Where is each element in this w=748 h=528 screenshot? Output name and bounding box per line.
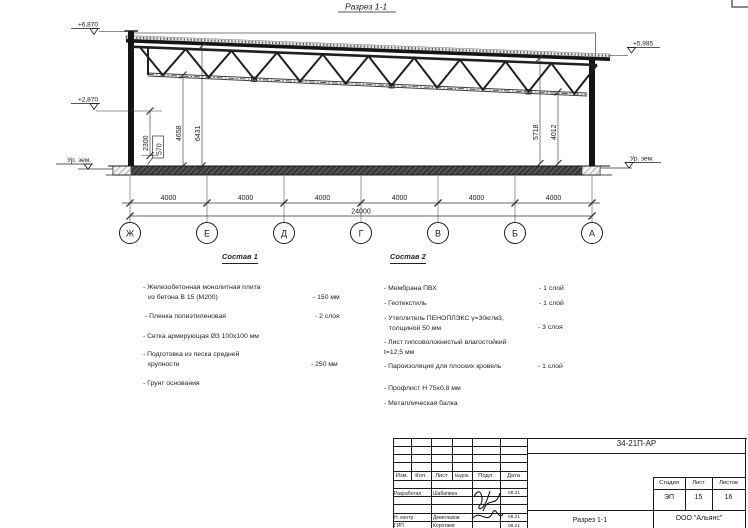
dim-2300: 2300: [143, 135, 150, 151]
horizontal-dimensions: [122, 176, 600, 222]
elevation-label: +6,870: [77, 21, 98, 29]
person-name: Коротаев: [433, 523, 455, 528]
stage-value: ЭП: [663, 494, 675, 501]
axis-letter: Б: [512, 228, 518, 239]
list-item: - Утеплитель ПЕНОПЛЭКС γ=30кг/м3, толщиной 50 мм - 3 слоя: [384, 315, 563, 332]
level-mark-icon: [90, 29, 98, 35]
axis-letter: Е: [203, 228, 211, 239]
list-item: - Металлическая балка: [384, 400, 458, 407]
axis-bubbles: [120, 223, 603, 244]
dim-570: 570: [156, 143, 164, 155]
elevation-top-right: [610, 41, 660, 56]
sheets-label: Листов: [719, 480, 738, 486]
col-header-data: Дата: [507, 473, 520, 479]
elevation-mid-left: [71, 97, 100, 110]
axis-letter: А: [588, 228, 596, 239]
elevation-top-left: [71, 22, 126, 35]
bay-dim: 4000: [160, 195, 177, 202]
drawing-name: Разрез 1-1: [572, 517, 608, 524]
dim-6431: 6431: [195, 125, 202, 141]
stage-label: Стадия: [659, 480, 679, 486]
list-item: - Мембрана ПВХ - 1 слой: [384, 285, 564, 292]
role-label: Разработал: [394, 490, 422, 497]
col-header-kol: Кол.: [415, 473, 427, 479]
footing-left: [113, 166, 131, 175]
axis-letter: Г: [358, 228, 364, 239]
list-item: - Грунт основания: [143, 380, 200, 387]
view-title-text: Разрез 1-1: [344, 1, 388, 12]
ground-level-left: [56, 157, 93, 169]
list-item: - Профлист Н 75х0,8 мм: [384, 385, 461, 392]
list-item: - Железобетонная монолитная плита из бетона В 15 (М200) - 150 мм: [143, 284, 340, 301]
sheet-value: 15: [694, 494, 703, 501]
leader-line: [148, 158, 153, 165]
col-header-ndok: №док.: [454, 473, 470, 479]
total-dim: 24000: [351, 208, 371, 216]
ground-level-right: [625, 156, 661, 169]
axis-letter: В: [434, 228, 442, 239]
section-drawing: [0, 0, 748, 260]
bay-dim: 4000: [237, 195, 254, 202]
sign-date: 08.21: [507, 515, 520, 521]
axis-letter: Д: [280, 228, 288, 239]
left-wall: [128, 31, 134, 166]
level-mark-icon: [84, 164, 92, 169]
company-name: ООО "Альянс": [675, 515, 723, 522]
composition-2-title: Состав 2: [390, 252, 426, 264]
doc-number: 34-21П-АР: [616, 439, 657, 448]
sign-date: 08.21: [507, 523, 520, 528]
level-mark-icon: [625, 163, 633, 169]
list-item: - Подготовка из песка средней крупности - 250 мм: [143, 351, 338, 368]
list-item: - Пленка полиэтиленовая - 2 слоя: [145, 313, 340, 320]
list-item: - Сетка армирующая Ø3 100х100 мм: [143, 333, 259, 340]
elevation-label: +5,985: [633, 40, 654, 48]
bay-dim: 4000: [545, 195, 562, 202]
level-mark-icon: [90, 104, 98, 110]
bay-dim: 4000: [314, 195, 331, 202]
dim-5718: 5718: [533, 124, 540, 140]
bay-dim: 4000: [468, 195, 485, 202]
bay-dim: 4000: [391, 195, 408, 202]
list-item: - Лист гипсоволокнистый влагостойкий t=12,5 мм: [384, 339, 507, 356]
view-title: [338, 2, 396, 13]
ground-label: Ур. зем.: [630, 155, 654, 163]
ground-label: Ур. зем.: [67, 157, 91, 164]
footing-right: [582, 166, 600, 175]
signature-icon: [470, 481, 504, 528]
sheet-label: Лист: [692, 480, 705, 486]
col-header-podl: Подл.: [478, 473, 494, 479]
sign-date: 08.21: [507, 490, 520, 496]
person-name: Шабалина: [433, 490, 458, 497]
composition-1-title: Состав 1: [222, 252, 258, 264]
col-header-list: Лист: [435, 473, 448, 479]
col-header-izm: Изм.: [395, 473, 409, 479]
dim-4658: 4658: [176, 125, 183, 141]
level-mark-icon: [628, 48, 636, 54]
list-item: - Пароизоляция для плоских кровель - 1 слой: [384, 363, 563, 370]
dim-4012: 4012: [551, 124, 558, 140]
elevation-label: +2,870: [77, 96, 98, 104]
axis-letter: Ж: [125, 228, 135, 239]
list-item: - Геотекстиль - 1 слой: [384, 300, 564, 307]
person-name: Девеглазов: [433, 515, 460, 521]
role-label: Н. контр.: [394, 515, 415, 521]
role-label: ГИП: [394, 523, 404, 528]
sheets-value: 16: [724, 494, 733, 501]
floor-slab: [78, 166, 632, 175]
